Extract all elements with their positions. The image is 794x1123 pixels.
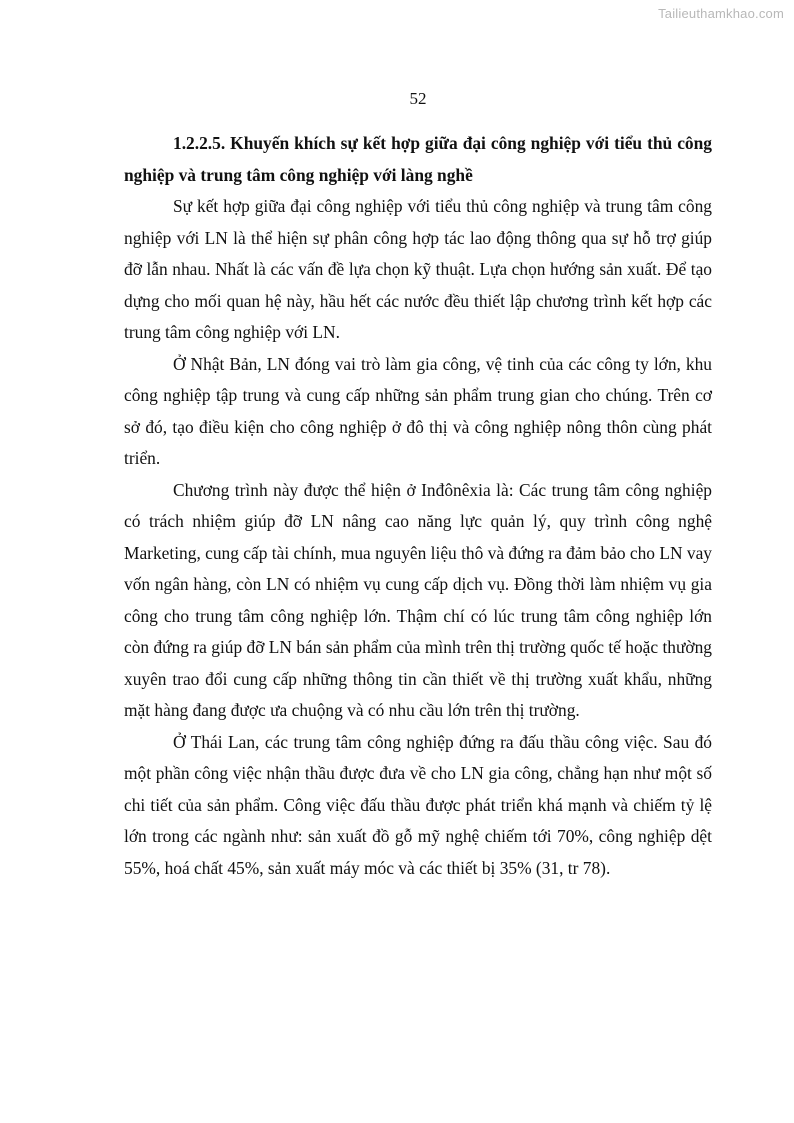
page-number: 52 <box>409 89 427 108</box>
section-heading: 1.2.2.5. Khuyến khích sự kết hợp giữa đại công nghiệp với tiểu thủ công nghiệp và trung tâm công nghiệp với làng nghề <box>124 133 712 185</box>
paragraph-3: Chương trình này được thể hiện ở Inđônêxia là: Các trung tâm công nghiệp có trách nhiệm giúp đỡ LN nâng cao năng lực quản lý, quy trình công nghệ Marketing, cung cấp tài chính, mua nguyên liệu thô và đứng ra đảm bảo cho LN vay vốn ngân hàng, còn LN có nhiệm vụ cung cấp dịch vụ. Đồng thời làm nhiệm vụ gia công cho trung tâm công nghiệp lớn. Thậm chí có lúc trung tâm công nghiệp lớn còn đứng ra giúp đỡ LN bán sản phẩm của mình trên thị trường quốc tế hoặc thường xuyên trao đổi cung cấp những thông tin cần thiết về thị trường xuất khẩu, những mặt hàng đang được ưa chuộng và có nhu cầu lớn trên thị trường. <box>124 479 712 720</box>
watermark: Tailieuthamkhao.com <box>658 6 784 21</box>
document-body <box>124 128 712 884</box>
paragraph-1: Sự kết hợp giữa đại công nghiệp với tiểu thủ công nghiệp và trung tâm công nghiệp với LN là thể hiện sự phân công hợp tác lao động thông qua sự hỗ trợ giúp đỡ lẫn nhau. Nhất là các vấn đề lựa chọn kỹ thuật. Lựa chọn hướng sản xuất. Để tạo dựng cho mối quan hệ này, hầu hết các nước đều thiết lập chương trình kết hợp các trung tâm công nghiệp với LN. <box>124 196 712 342</box>
paragraph-2: Ở Nhật Bản, LN đóng vai trò làm gia công, vệ tinh của các công ty lớn, khu công nghiệp tập trung và cung cấp những sản phẩm trung gian cho chúng. Trên cơ sở đó, tạo điều kiện cho công nghiệp ở đô thị và công nghiệp nông thôn cùng phát triển. <box>124 353 712 468</box>
paragraph-4: Ở Thái Lan, các trung tâm công nghiệp đứng ra đấu thầu công việc. Sau đó một phần công việc nhận thầu được đưa về cho LN gia công, chẳng hạn như một số chi tiết của sản phẩm. Công việc đấu thầu được phát triển khá mạnh và chiếm tỷ lệ lớn trong các ngành như: sản xuất đồ gỗ mỹ nghệ chiếm tới 70%, công nghiệp dệt 55%, hoá chất 45%, sản xuất máy móc và các thiết bị 35% (31, tr 78). <box>124 731 712 878</box>
